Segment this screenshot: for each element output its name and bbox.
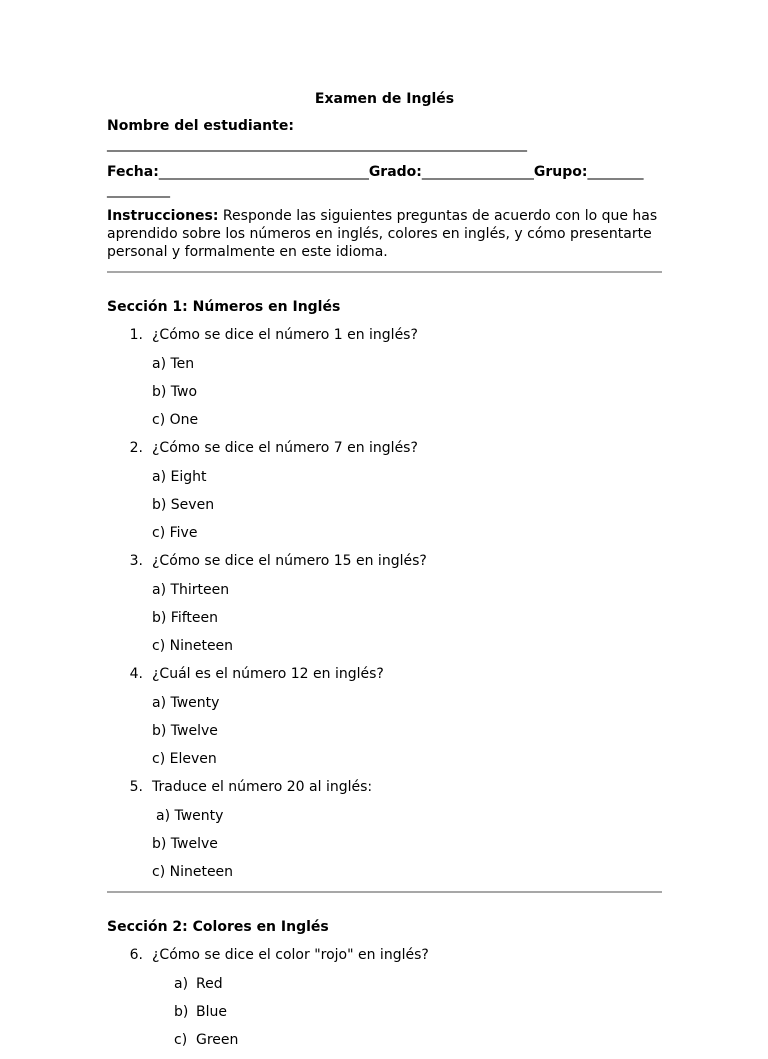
option-text: Blue	[196, 1004, 227, 1020]
group-blank: ________	[587, 164, 644, 180]
student-name-field	[107, 117, 662, 153]
section-1-title: Sección 1: Números en Inglés	[107, 299, 341, 315]
question-item	[107, 946, 662, 1049]
option-text: Red	[196, 976, 223, 992]
question-text: Traduce el número 20 al inglés:	[152, 779, 373, 795]
question-number: 1.	[129, 327, 143, 343]
answer-option: c) One	[152, 412, 199, 428]
answer-option: b) Seven	[152, 497, 215, 513]
group-blank-continued: _________	[107, 182, 170, 198]
instructions	[107, 207, 662, 261]
question-number: 3.	[129, 553, 143, 569]
answer-option	[174, 1031, 662, 1049]
answer-option: b) Fifteen	[152, 610, 218, 626]
answer-option	[174, 975, 662, 993]
question-number: 6.	[129, 947, 143, 963]
question-item	[107, 439, 662, 542]
answer-option: c) Nineteen	[152, 638, 234, 654]
section-divider	[107, 271, 662, 273]
question-item	[107, 778, 662, 881]
grade-label: Grado:	[368, 164, 422, 180]
section-2-title: Sección 2: Colores en Inglés	[107, 919, 329, 935]
question-number: 2.	[129, 440, 143, 456]
group-label: Grupo:	[533, 164, 588, 180]
instructions-label: Instrucciones:	[107, 208, 219, 224]
answer-options	[152, 355, 662, 429]
exam-content	[107, 90, 662, 1059]
answer-options	[152, 694, 662, 768]
question-text: ¿Cómo se dice el color "rojo" en inglés?	[152, 947, 429, 963]
question-text: ¿Cómo se dice el número 1 en inglés?	[152, 327, 418, 343]
student-name-blank: ____________________________________________________________	[107, 136, 527, 152]
grade-blank: ________________	[421, 164, 534, 180]
answer-options	[152, 581, 662, 655]
answer-option: a) Ten	[152, 356, 195, 372]
question-number: 5.	[129, 779, 143, 795]
answer-options	[174, 975, 662, 1049]
section-1-questions	[107, 326, 662, 881]
option-text: Green	[196, 1032, 239, 1048]
answer-option: c) Five	[152, 525, 198, 541]
answer-option: b) Twelve	[152, 723, 218, 739]
answer-option: a) Thirteen	[152, 582, 230, 598]
date-label: Fecha:	[107, 164, 159, 180]
option-letter: c)	[174, 1032, 188, 1048]
date-blank: ______________________________	[158, 164, 369, 180]
option-letter: b)	[174, 1004, 189, 1020]
answer-options	[152, 807, 662, 881]
student-name-label: Nombre del estudiante:	[107, 118, 294, 134]
answer-option: a) Twenty	[156, 808, 224, 824]
answer-option: c) Nineteen	[152, 864, 234, 880]
instructions-text: Responde las siguientes preguntas de acuerdo con lo que has aprendido sobre los números en inglés, colores en inglés, y cómo presentarte personal y formalmente en este idioma.	[107, 208, 658, 260]
answer-option: a) Eight	[152, 469, 207, 485]
fields-line	[107, 163, 662, 181]
section-2-questions	[107, 946, 662, 1049]
question-item	[107, 326, 662, 429]
answer-option	[174, 1003, 662, 1021]
section-divider	[107, 891, 662, 893]
answer-option: b) Twelve	[152, 836, 218, 852]
question-number: 4.	[129, 666, 143, 682]
question-text: ¿Cómo se dice el número 7 en inglés?	[152, 440, 418, 456]
question-item	[107, 552, 662, 655]
answer-option: b) Two	[152, 384, 198, 400]
answer-option: c) Eleven	[152, 751, 217, 767]
date-grade-group-fields	[107, 163, 662, 199]
question-text: ¿Cuál es el número 12 en inglés?	[152, 666, 384, 682]
question-item	[107, 665, 662, 768]
answer-options	[152, 468, 662, 542]
exam-title: Examen de Inglés	[314, 91, 455, 107]
question-text: ¿Cómo se dice el número 15 en inglés?	[152, 553, 427, 569]
answer-option: a) Twenty	[152, 695, 220, 711]
option-letter: a)	[174, 976, 189, 992]
